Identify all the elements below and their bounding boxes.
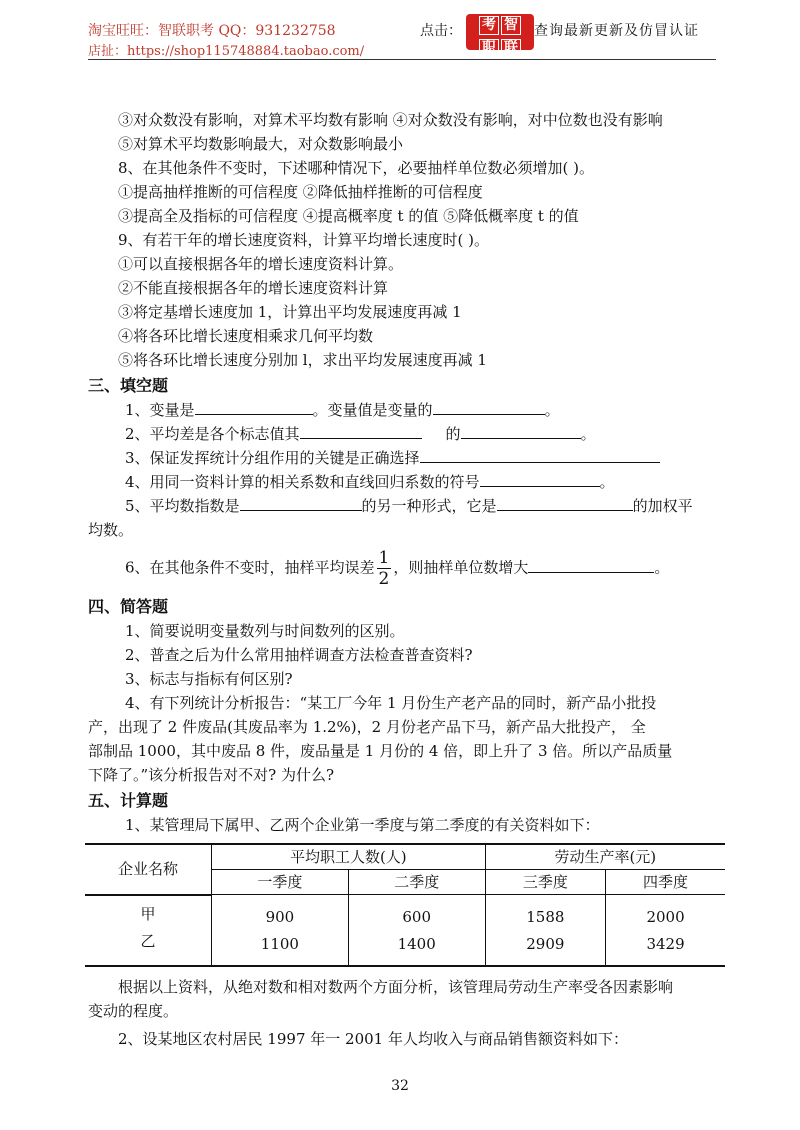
shop-url[interactable]: 店扯：https://shop115748884.taobao.com/ bbox=[88, 44, 365, 59]
table-cell: 1400 bbox=[348, 929, 485, 966]
calc-analysis: 根据以上资料，从绝对数和相对数两个方面分析，该管理局劳动生产率受各因素影响 bbox=[118, 978, 674, 996]
answer-blank[interactable] bbox=[433, 398, 545, 415]
page-header bbox=[88, 14, 716, 62]
table-cell: 2000 bbox=[606, 895, 725, 930]
calc-analysis-cont: 变动的程度。 bbox=[88, 1002, 179, 1020]
fill-text: 的另一种形式，它是 bbox=[361, 497, 497, 515]
section-title-fill: 三、填空题 bbox=[88, 376, 169, 395]
short-question: 2、普查之后为什么常用抽样调查方法检查普查资料? bbox=[125, 646, 473, 664]
logo-char: 考 bbox=[479, 16, 499, 35]
header-divider bbox=[88, 59, 716, 60]
fill-text: ，则抽样单位数增大 bbox=[393, 558, 529, 577]
fill-text: 2、平均差是各个标志值其 bbox=[125, 425, 300, 443]
fill-text: 。 bbox=[654, 558, 670, 577]
verify-link[interactable]: 查询最新更新及仿冒认证 bbox=[534, 23, 699, 39]
option-line: ④将各环比增长速度相乘求几何平均数 bbox=[118, 327, 374, 345]
fill-text: 。 bbox=[599, 473, 615, 491]
option-line: ⑤对算术平均数影响最大，对众数影响最小 bbox=[118, 135, 404, 153]
shop-contact: 淘宝旺旺：智联职考 QQ：931232758 bbox=[88, 23, 336, 39]
calc-question-2: 2、设某地区农村居民 1997 年一 2001 年人均收入与商品销售额资料如下： bbox=[118, 1030, 628, 1048]
section-title-calc: 五、计算题 bbox=[88, 791, 169, 810]
fill-text: 。变量值是变量的 bbox=[312, 401, 433, 419]
table-cell: 1100 bbox=[212, 929, 349, 966]
page-content bbox=[88, 108, 718, 1051]
answer-blank[interactable] bbox=[240, 494, 362, 511]
short-question-cont: 部制品 1000，其中废品 8 件，废品量是 1 月份的 4 倍，即上升了 3 倍。所以产品质量 bbox=[88, 742, 673, 760]
answer-blank[interactable] bbox=[480, 470, 600, 487]
answer-blank[interactable] bbox=[497, 494, 633, 511]
option-line: ①可以直接根据各年的增长速度资料计算。 bbox=[118, 255, 404, 273]
page-number: 32 bbox=[391, 1078, 409, 1094]
table-cell: 1588 bbox=[485, 895, 605, 930]
logo-char: 职 bbox=[479, 39, 499, 58]
calc-question-1: 1、某管理局下属甲、乙两个企业第一季度与第二季度的有关资料如下： bbox=[125, 816, 600, 834]
table-subheader: 一季度 bbox=[212, 870, 349, 895]
fill-text: 。 bbox=[580, 425, 596, 443]
table-header-group: 平均职工人数(人) bbox=[212, 844, 486, 870]
table-subheader: 二季度 bbox=[348, 870, 485, 895]
fill-text: 的加权平 bbox=[632, 497, 693, 515]
option-line: ③将定基增长速度加 1，计算出平均发展速度再减 1 bbox=[118, 303, 462, 321]
logo-char: 联 bbox=[501, 39, 521, 58]
fill-question-6 bbox=[88, 548, 718, 589]
short-question: 4、有下列统计分析报告：“某工厂今年 1 月份生产老产品的同时，新产品小批投 bbox=[125, 694, 657, 712]
table-cell: 3429 bbox=[606, 929, 725, 966]
table-cell: 900 bbox=[212, 895, 349, 930]
option-line: ②不能直接根据各年的增长速度资料计算 bbox=[118, 279, 389, 297]
fraction-denominator: 2 bbox=[378, 569, 390, 589]
fill-text: 。 bbox=[544, 401, 560, 419]
table-subheader: 三季度 bbox=[485, 870, 605, 895]
table-cell: 2909 bbox=[485, 929, 605, 966]
option-line: ⑤将各环比增长速度分别加 l，求出平均发展速度再减 1 bbox=[118, 351, 487, 369]
option-line: ③提高全及指标的可信程度 ④提高概率度 t 的值 ⑤降低概率度 t 的值 bbox=[118, 207, 579, 225]
fill-text: 1、变量是 bbox=[125, 401, 195, 419]
short-question-cont: 下降了。”该分析报告对不对? 为什么? bbox=[88, 766, 335, 784]
click-label: 点击： bbox=[420, 23, 462, 39]
brand-logo[interactable] bbox=[466, 14, 534, 56]
table-subheader: 四季度 bbox=[606, 870, 725, 895]
answer-blank[interactable] bbox=[528, 556, 654, 573]
table-cell: 乙 bbox=[85, 929, 212, 966]
fill-text: 4、用同一资料计算的相关系数和直线回归系数的符号 bbox=[125, 473, 480, 491]
fill-question-2 bbox=[88, 422, 718, 446]
answer-blank[interactable] bbox=[420, 446, 660, 463]
table-row bbox=[85, 929, 725, 966]
fill-question-5-cont: 均数。 bbox=[88, 521, 134, 539]
fill-text: 的 bbox=[445, 425, 461, 443]
fill-question-1 bbox=[88, 398, 718, 422]
fraction bbox=[377, 548, 392, 589]
fill-question-5 bbox=[88, 494, 718, 518]
enterprise-data-table bbox=[85, 843, 725, 967]
logo-char: 智 bbox=[501, 16, 521, 35]
question-9: 9、有若干年的增长速度资料，计算平均增长速度时( )。 bbox=[118, 231, 490, 249]
table-cell: 甲 bbox=[140, 905, 156, 924]
table-row bbox=[85, 895, 725, 930]
table-cell: 600 bbox=[348, 895, 485, 930]
short-question: 3、标志与指标有何区别? bbox=[125, 670, 293, 688]
section-title-short: 四、简答题 bbox=[88, 597, 169, 616]
fill-text: 6、在其他条件不变时，抽样平均误差 bbox=[125, 558, 375, 577]
short-question: 1、简要说明变量数列与时间数列的区别。 bbox=[125, 622, 405, 640]
fraction-numerator: 1 bbox=[378, 548, 390, 568]
fill-text: 3、保证发挥统计分组作用的关键是正确选择 bbox=[125, 449, 420, 467]
fill-question-3 bbox=[88, 446, 718, 470]
table-header-name: 企业名称 bbox=[85, 844, 212, 895]
answer-blank[interactable] bbox=[195, 398, 313, 415]
answer-blank[interactable] bbox=[300, 422, 422, 439]
fill-text: 5、平均数指数是 bbox=[125, 497, 240, 515]
option-line: ③对众数没有影响，对算术平均数有影响 ④对众数没有影响，对中位数也没有影响 bbox=[118, 111, 663, 129]
table-header-group: 劳动生产率(元) bbox=[485, 844, 725, 870]
question-8: 8、在其他条件不变时，下述哪种情况下，必要抽样单位数必须增加( )。 bbox=[118, 159, 595, 177]
answer-blank[interactable] bbox=[461, 422, 581, 439]
fill-question-4 bbox=[88, 470, 718, 494]
option-line: ①提高抽样推断的可信程度 ②降低抽样推断的可信程度 bbox=[118, 183, 483, 201]
short-question-cont: 产，出现了 2 件废品(其废品率为 1.2%)，2 月份老产品下马，新产品大批投产， 全 bbox=[88, 718, 646, 736]
